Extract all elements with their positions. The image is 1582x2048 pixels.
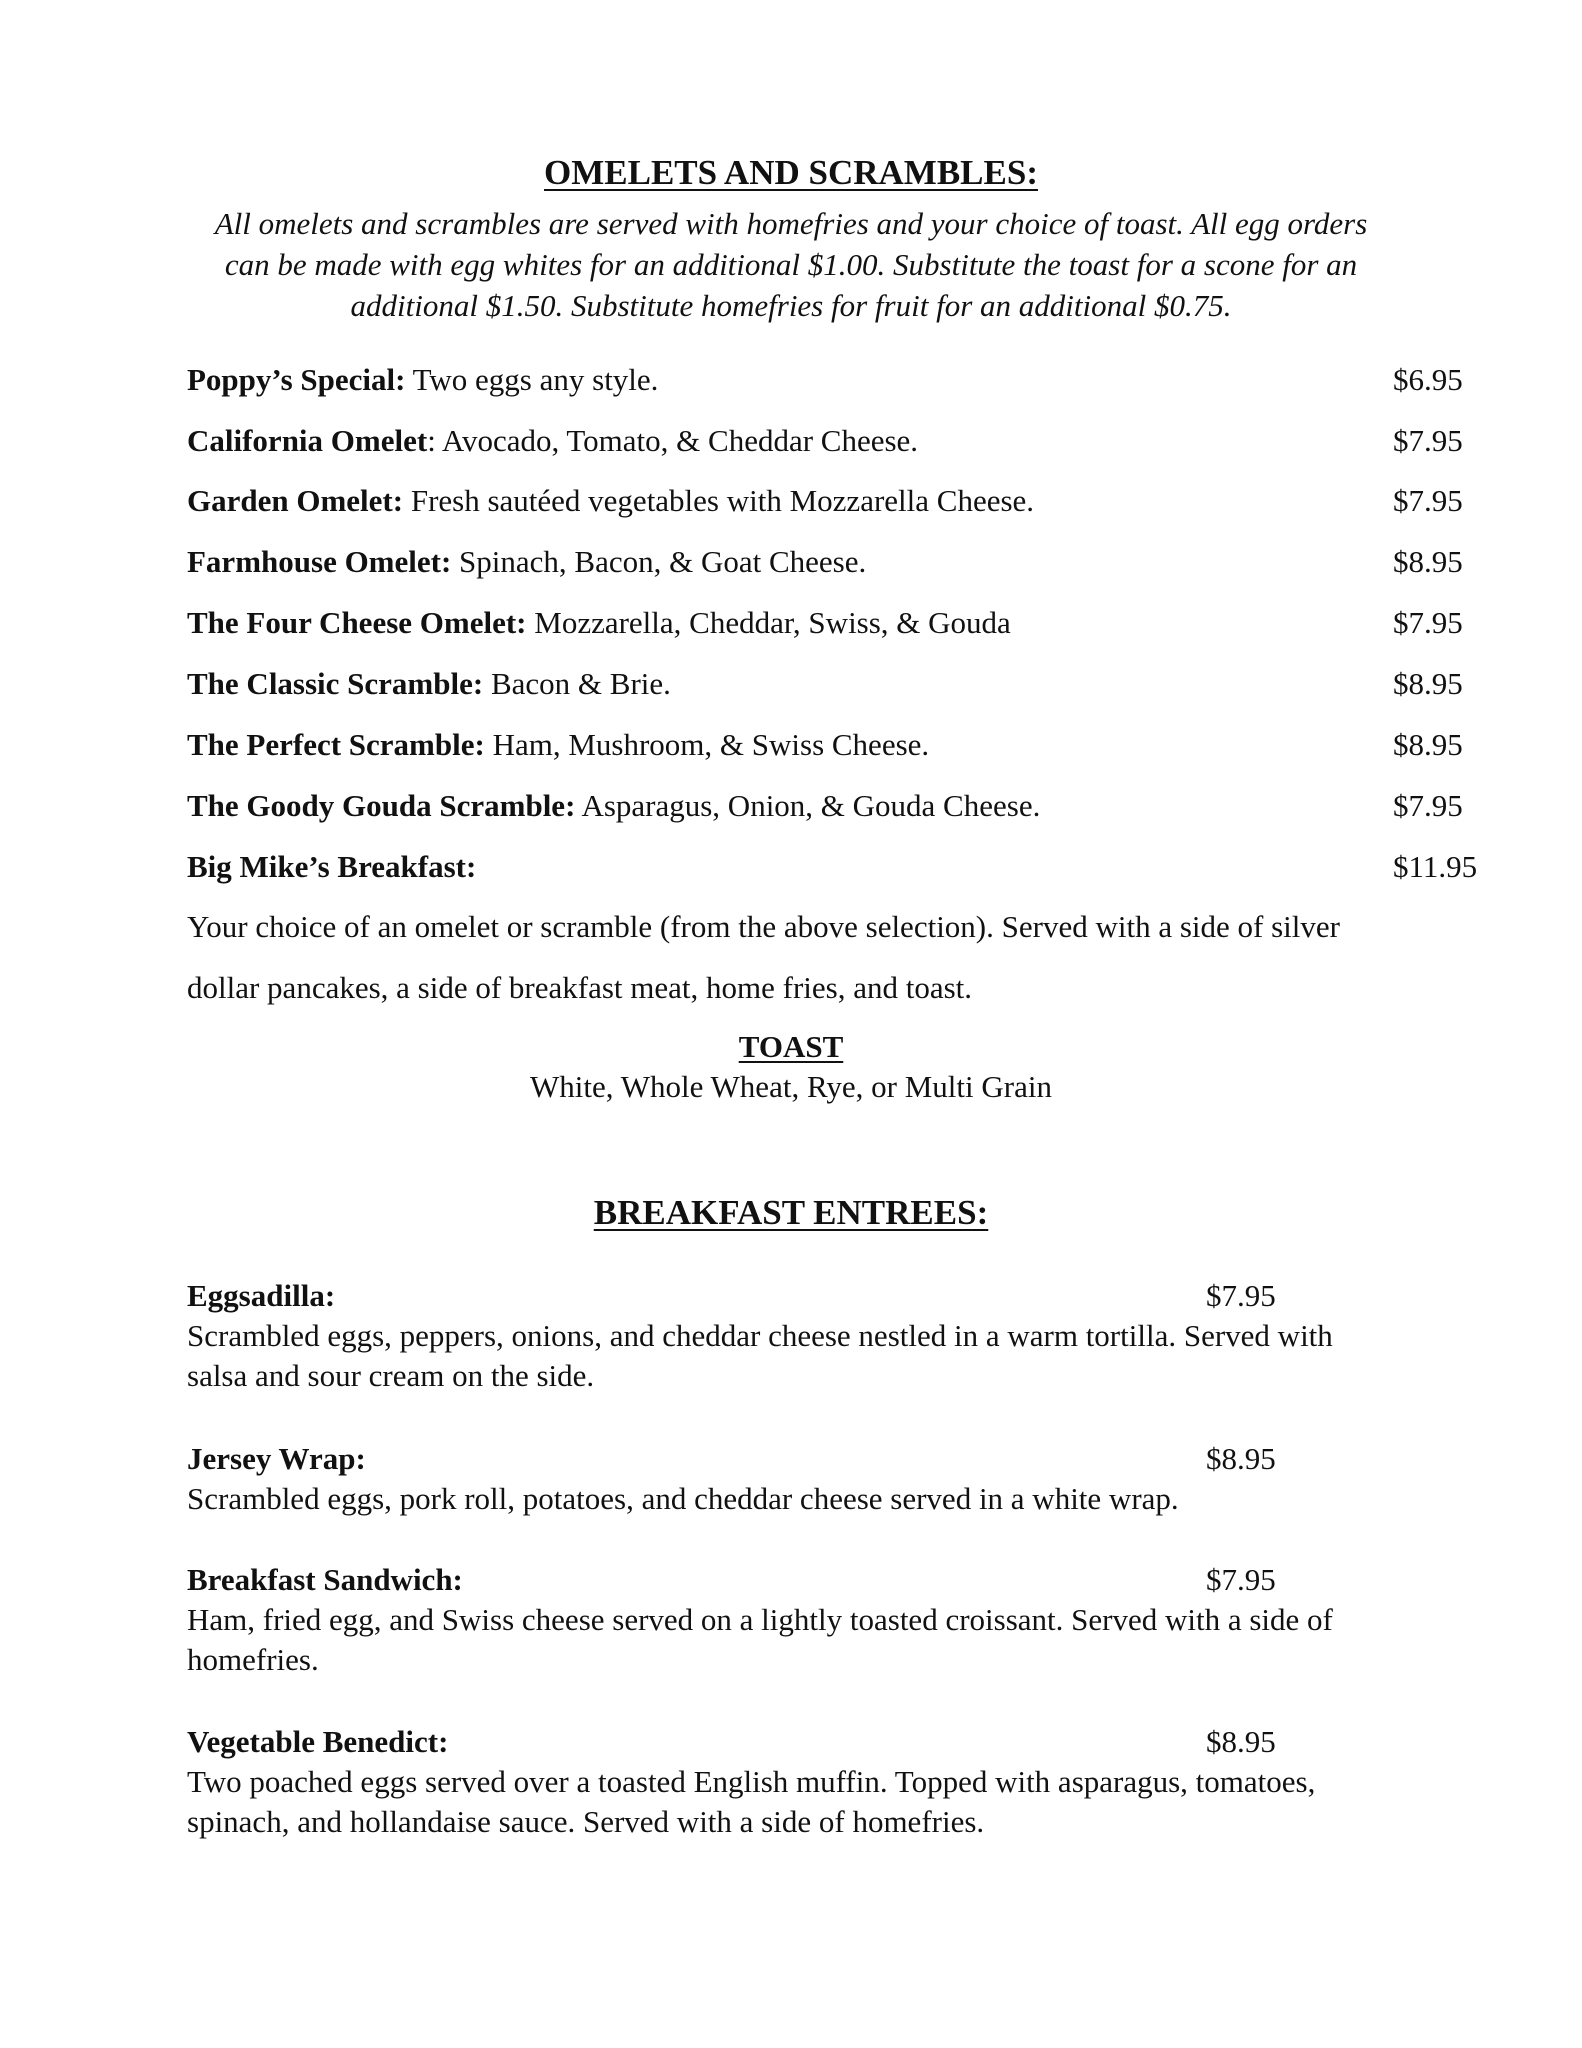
- item-name: California Omelet: [187, 423, 428, 458]
- item-name: Farmhouse Omelet:: [187, 544, 452, 579]
- entree-price: $7.95: [1206, 1278, 1276, 1313]
- entree-name: Breakfast Sandwich:: [187, 1562, 463, 1597]
- menu-item: [187, 725, 1463, 765]
- menu-item: [187, 603, 1463, 643]
- omelets-section-title: OMELETS AND SCRAMBLES:: [544, 153, 1038, 192]
- entree-description: Ham, fried egg, and Swiss cheese served on a lightly toasted croissant. Served with a side of homefries.: [187, 1602, 1333, 1677]
- entree-description: Scrambled eggs, peppers, onions, and cheddar cheese nestled in a warm tortilla. Served with salsa and sour cream on the side.: [187, 1318, 1333, 1393]
- item-name: The Four Cheese Omelet:: [187, 605, 527, 640]
- omelets-intro: All omelets and scrambles are served with homefries and your choice of toast. All egg orders can be made with egg whites for an additional $1.00. Substitute the toast for a scone for an additional $1.50. Substitute homefries for fruit for an additional $0.75.: [214, 206, 1368, 323]
- entree-price: $7.95: [1206, 1562, 1276, 1597]
- item-price: $7.95: [1393, 788, 1463, 823]
- entree-price: $8.95: [1206, 1724, 1276, 1759]
- entree-item: [187, 1276, 1387, 1396]
- entree-description: Two poached eggs served over a toasted English muffin. Topped with asparagus, tomatoes, spinach, and hollandaise sauce. Served with a side of homefries.: [187, 1764, 1316, 1839]
- item-description: Ham, Mushroom, & Swiss Cheese.: [484, 727, 930, 762]
- item-price: $7.95: [1393, 423, 1463, 458]
- item-name: Poppy’s Special:: [187, 362, 406, 397]
- big-mike-description: Your choice of an omelet or scramble (from the above selection). Served with a side of silver dollar pancakes, a side of breakfast meat, home fries, and toast.: [187, 909, 1340, 1005]
- entree-description: Scrambled eggs, pork roll, potatoes, and cheddar cheese served in a white wrap.: [187, 1481, 1179, 1516]
- item-name: The Classic Scramble:: [187, 666, 484, 701]
- item-name: Garden Omelet:: [187, 483, 404, 518]
- menu-item: [187, 360, 1463, 400]
- menu-item: [187, 847, 1478, 887]
- item-description: : Avocado, Tomato, & Cheddar Cheese.: [427, 423, 919, 458]
- item-description: Mozzarella, Cheddar, Swiss, & Gouda: [526, 605, 1011, 640]
- entree-item: [187, 1722, 1387, 1842]
- menu-item: [187, 421, 1463, 461]
- item-price: $8.95: [1393, 727, 1463, 762]
- item-description: Spinach, Bacon, & Goat Cheese.: [451, 544, 867, 579]
- menu-item: [187, 664, 1463, 704]
- item-price: $7.95: [1393, 483, 1463, 518]
- menu-item: [187, 542, 1463, 582]
- item-price: $6.95: [1393, 362, 1463, 397]
- item-name: The Goody Gouda Scramble:: [187, 788, 576, 823]
- item-description: Bacon & Brie.: [483, 666, 671, 701]
- item-name: Big Mike’s Breakfast:: [187, 849, 477, 884]
- menu-item: [187, 481, 1463, 521]
- toast-title: TOAST: [738, 1029, 844, 1064]
- item-description: Asparagus, Onion, & Gouda Cheese.: [575, 788, 1041, 823]
- entree-item: [187, 1439, 1387, 1519]
- entree-name: Jersey Wrap:: [187, 1441, 366, 1476]
- item-price: $7.95: [1393, 605, 1463, 640]
- item-price: $11.95: [1393, 849, 1478, 884]
- entrees-section-title: BREAKFAST ENTREES:: [593, 1193, 989, 1232]
- toast-options: White, Whole Wheat, Rye, or Multi Grain: [530, 1069, 1052, 1104]
- item-name: The Perfect Scramble:: [187, 727, 485, 762]
- menu-item: [187, 786, 1463, 826]
- item-price: $8.95: [1393, 544, 1463, 579]
- entree-name: Vegetable Benedict:: [187, 1724, 449, 1759]
- entree-name: Eggsadilla:: [187, 1278, 336, 1313]
- entree-item: [187, 1560, 1387, 1680]
- item-price: $8.95: [1393, 666, 1463, 701]
- item-description: Two eggs any style.: [405, 362, 659, 397]
- item-description: Fresh sautéed vegetables with Mozzarella Cheese.: [403, 483, 1035, 518]
- entree-price: $8.95: [1206, 1441, 1276, 1476]
